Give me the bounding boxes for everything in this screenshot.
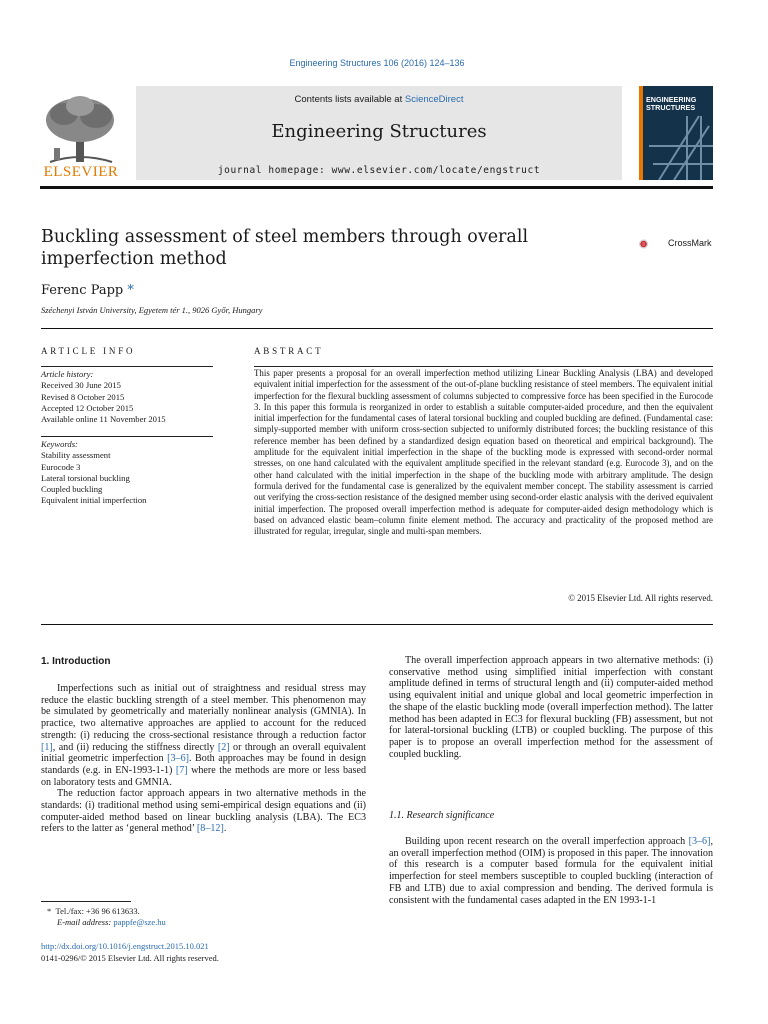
journal-citation[interactable] xyxy=(0,58,754,68)
keyword-item: Eurocode 3 xyxy=(41,461,81,472)
sciencedirect-link[interactable]: ScienceDirect xyxy=(404,94,464,105)
author-name xyxy=(41,283,134,298)
history-item: Revised 8 October 2015 xyxy=(41,391,125,402)
intro-paragraph-2 xyxy=(41,788,366,835)
paragraph-text: Building upon recent research on the overall imperfection approach xyxy=(405,836,689,847)
reference-link[interactable]: [1] xyxy=(41,741,53,753)
title-divider xyxy=(41,328,713,329)
email-link[interactable]: pappfe@sze.hu xyxy=(113,917,166,927)
section-heading-introduction: 1. Introduction xyxy=(41,656,111,667)
abstract-rule xyxy=(254,366,713,367)
doi-link[interactable]: http://dx.doi.org/10.1016/j.engstruct.2015.10.021 xyxy=(41,941,209,951)
cover-structure-graphic xyxy=(639,86,713,180)
header-divider xyxy=(40,186,713,189)
intro-paragraph-3: The overall imperfection approach appears in two alternative methods: (i) conservative method using simplified initial imperfection with constant amplitude defined in terms of structural length and (ii) computer-aided method using equivalent initial and unique global and local geometric imperfection in the shape of the elastic buckling mode (overall imperfection method). The latter method has been adapted in EC3 for flexural buckling (FB) assessment, but not for lateral-torsional buckling (LTB) or coupled buckling. The purpose of this paper is to propose an overall imperfection method for the assessment of coupled buckling. xyxy=(389,655,713,760)
history-item: Received 30 June 2015 xyxy=(41,380,121,391)
right-column-continued xyxy=(389,836,713,906)
contents-available-line xyxy=(136,94,622,105)
cover-title-line1: ENGINEERING xyxy=(646,95,697,104)
research-paragraph xyxy=(389,836,713,906)
reference-link[interactable]: [8–12] xyxy=(196,823,224,835)
keywords-rule xyxy=(41,436,213,437)
paragraph-text: where the methods are more or less based on laboratory tests and GMNIA. xyxy=(41,764,366,788)
article-title: Buckling assessment of steel members through overall imperfection method xyxy=(41,227,529,269)
tel-footnote xyxy=(47,906,166,917)
history-label: Article history: xyxy=(41,369,94,379)
contents-prefix: Contents lists available at xyxy=(294,94,405,105)
issn-copyright: 0141-0296/© 2015 Elsevier Ltd. All rights reserved. xyxy=(41,953,219,963)
paragraph-text: or through an overall equivalent initial geometric imperfection xyxy=(41,741,366,765)
article-info-heading: ARTICLE INFO xyxy=(41,346,136,356)
abstract-heading: ABSTRACT xyxy=(254,346,324,356)
history-item: Available online 11 November 2015 xyxy=(41,414,166,425)
email-footnote xyxy=(47,917,166,928)
tel-fax: Tel./fax: +36 96 613633. xyxy=(55,906,140,916)
paragraph-text: , and (ii) reducing the stiffness directly xyxy=(52,741,218,753)
reference-link[interactable]: [2] xyxy=(217,741,230,753)
cover-title-line2: STRUCTURES xyxy=(646,103,696,112)
reference-link[interactable]: [7] xyxy=(175,764,188,776)
subsection-heading-research-significance: 1.1. Research significance xyxy=(389,810,495,821)
keyword-item: Stability assessment xyxy=(41,450,111,461)
paragraph-text: The reduction factor approach appears in two alternative methods in the standards: (i) traditional method using semi-empirical design equations and (ii) computer-aided method based on linear buckling analysis (LBA). The EC3 refers to the latter as ‘general method’ xyxy=(41,788,366,835)
abstract-end-divider xyxy=(41,624,713,625)
abstract-text: This paper presents a proposal for an overall imperfection method utilizing Linear Buckling Analysis (LBA) and developed equivalent initial imperfection for the assessment of the out-of-plane buckling resistance of steel members. The equivalent initial imperfection for the flexural buckling assessment of columns subjected to compressive force has been specified in the Eurocode 3. In this paper this formula is reorganized in order to establish a suitable computer-aided procedure, and then the equivalent initial imperfection for the fundamental cases of lateral torsional buckling and coupled buckling are defined. (Fundamental case: simply-supported member with uniform cross-section subjected to uniformly distributed forces; the buckling resistance of this reference member has been defined by a standardized design equation based on theoretical and empirical background). The amplitude for the equivalent initial imperfection in the shape of the buckling mode is expressed with second-order normal stresses, on one hand calculated with the equivalent amplitude specified in the relevant standard (e.g. Eurocode 3), and on the other hand calculated with the initial imperfection in the shape of the buckling mode with arbitrary amplitude. The design formula derived for the fundamental case is generalized by the equivalent member concept. The stability assessment is carried out verifying the cross-section resistance of the designed member using second-order elastic analysis with the derived equivalent initial imperfection. The proposed overall imperfection method is adequate for computer-aided design methodology which is based on advanced elastic beam–column finite element method. The accuracy and practicality of the proposed method are illustrated for regular, irregular, single and multi-span members. xyxy=(254,368,713,537)
keywords-label: Keywords: xyxy=(41,439,78,449)
keyword-item: Lateral torsional buckling xyxy=(41,472,130,483)
paragraph-text: Imperfections such as initial out of straightness and residual stress may reduce the elastic buckling strength of a steel member. This phenomenon may be simulated by geometrically and materially nonlinear analysis (GMNIA). In practice, two alternative approaches are applied to account for the reduced strength: (i) reducing the cross-sectional resistance through a reduction factor xyxy=(41,683,366,741)
author: Ferenc Papp xyxy=(41,283,124,298)
history-item: Accepted 12 October 2015 xyxy=(41,402,134,413)
reference-link[interactable]: [3–6] xyxy=(167,753,189,765)
affiliation: Széchenyi István University, Egyetem tér 1., 9026 Győr, Hungary xyxy=(41,305,263,315)
keywords xyxy=(41,439,213,507)
paragraph-text: . Both approaches may be found in design standards (e.g. in EN-1993-1-1) xyxy=(41,753,367,776)
crossmark-icon[interactable] xyxy=(639,230,667,258)
author-footnote-link[interactable]: * xyxy=(127,283,134,298)
reference-link[interactable]: [3–6] xyxy=(688,836,711,847)
intro-paragraph-1 xyxy=(41,683,366,788)
article-history xyxy=(41,369,213,425)
footnotes xyxy=(47,906,166,928)
left-column xyxy=(41,683,366,835)
article-info-rule xyxy=(41,366,213,367)
right-column xyxy=(389,655,713,760)
keyword-item: Equivalent initial imperfection xyxy=(41,495,147,506)
footnote-divider xyxy=(41,901,131,902)
crossmark-label[interactable]: CrossMark xyxy=(668,238,712,248)
abstract-copyright: © 2015 Elsevier Ltd. All rights reserved. xyxy=(568,593,713,603)
citation-link[interactable]: Engineering Structures 106 (2016) 124–136 xyxy=(289,58,465,68)
journal-homepage[interactable]: journal homepage: www.elsevier.com/locate/engstruct xyxy=(217,165,541,176)
paragraph-text: . xyxy=(223,823,227,835)
publisher-name: ELSEVIER xyxy=(43,164,119,180)
doi[interactable] xyxy=(41,941,209,951)
journal-cover xyxy=(639,86,713,180)
paragraph-text: , an overall imperfection method (OIM) is proposed in this paper. The innovation of this research is a computer based formula for the equivalent initial imperfection for steel members susceptible to coupled buckling (interaction of FB and LTB) due to axial compression and bending. The derived formula is consistent with the fundamental cases adapted in the EN 1993-1-1 xyxy=(389,836,713,906)
email-label: E-mail address: xyxy=(57,917,114,927)
keyword-item: Coupled buckling xyxy=(41,484,103,495)
journal-title: Engineering Structures xyxy=(271,121,487,142)
footnote-mark: * xyxy=(47,906,52,916)
